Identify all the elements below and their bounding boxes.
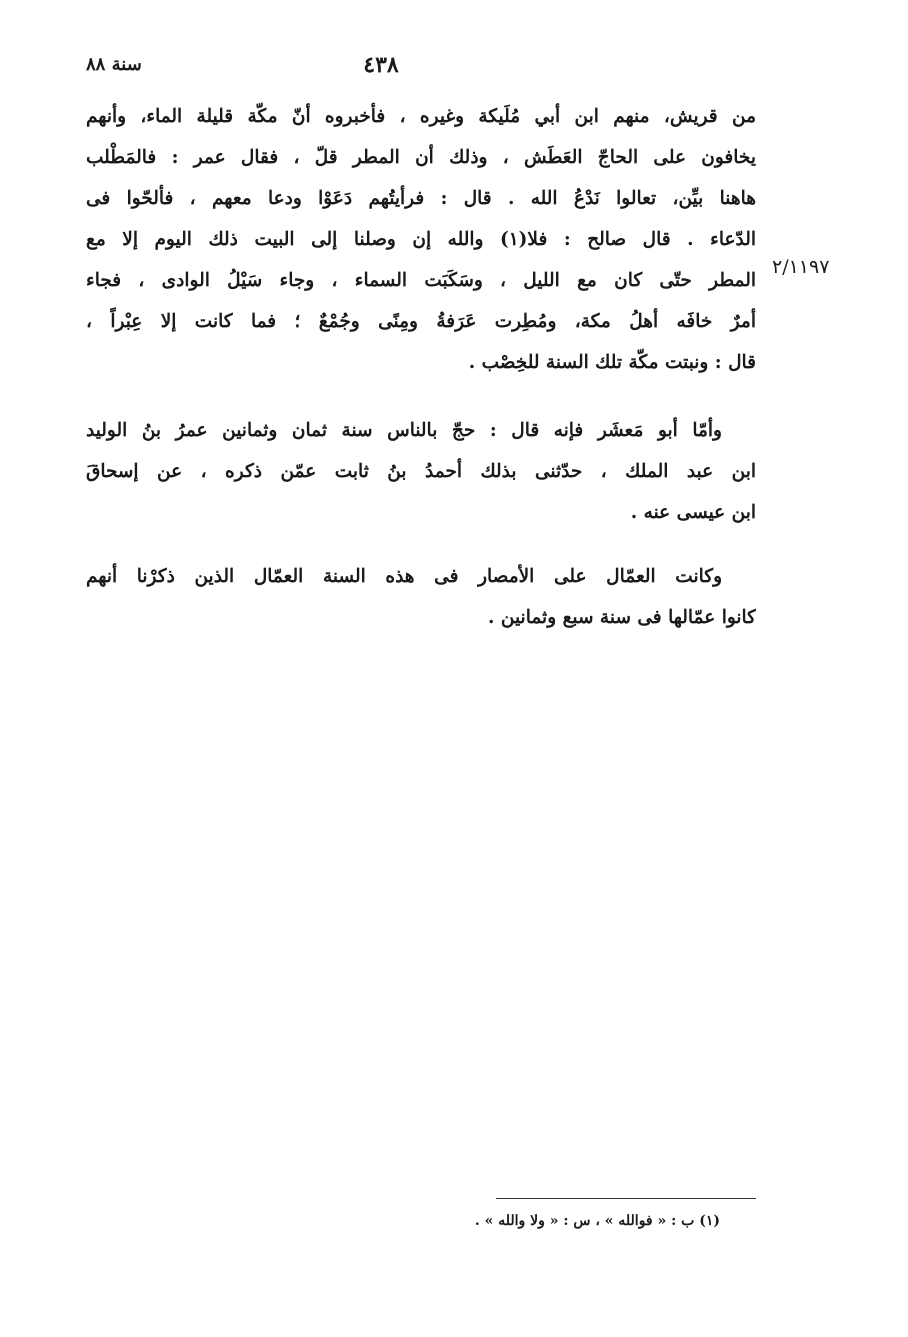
page-number: ٤٣٨ <box>363 52 399 78</box>
text-line: من قريش، منهم ابن أبي مُلَيكة وغيره ، فأخبروه أنّ مكّة قليلة الماء، وأنهم <box>86 106 756 127</box>
paragraph-2 <box>86 410 756 533</box>
text-line: هاهنا بيِّن، تعالوا نَدْعُ الله . قال : فرأيتُهم دَعَوْا ودعا معهم ، فألحّوا فى <box>86 188 756 209</box>
text-line: وأمّا أبو مَعشَر فإنه قال : حجّ بالناس سنة ثمان وثمانين عمرُ بنُ الوليد <box>86 420 722 441</box>
margin-reference: ٢/١١٩٧ <box>772 256 830 278</box>
text-line: الدّعاء . قال صالح : فلا(١) والله إن وصلنا إلى البيت ذلك اليوم إلا مع <box>86 229 756 250</box>
text-line: يخافون على الحاجّ العَطَش ، وذلك أن المطر قلّ ، فقال عمر : فالمَطْلب <box>86 147 756 168</box>
text-line: قال : ونبتت مكّة تلك السنة للخِصْب . <box>468 352 756 373</box>
text-line: وكانت العمّال على الأمصار فى هذه السنة العمّال الذين ذكرْنا أنهم <box>86 566 722 587</box>
text-line: ابن عبد الملك ، حدّثنى بذلك أحمدُ بنُ ثابت عمّن ذكره ، عن إسحاقَ <box>86 461 756 482</box>
text-line: ابن عيسى عنه . <box>630 502 756 523</box>
paragraph-3 <box>86 556 756 638</box>
text-line: المطر حتّى كان مع الليل ، وسَكَبَت السماء ، وجاء سَيْلُ الوادى ، فجاء <box>86 270 756 291</box>
paragraph-1 <box>86 96 756 383</box>
footnote-divider <box>496 1198 756 1199</box>
text-line: أمرٌ خافَه أهلُ مكة، ومُطِرت عَرَفةُ ومِنًى وجُمْعٌ ؛ فما كانت إلا عِبْراً ، <box>86 311 756 332</box>
running-header-year: سنة ٨٨ <box>86 54 142 75</box>
text-line: كانوا عمّالها فى سنة سبع وثمانين . <box>488 607 756 628</box>
footnote: (١) ب : « فوالله » ، س : « ولا والله » . <box>474 1213 720 1229</box>
